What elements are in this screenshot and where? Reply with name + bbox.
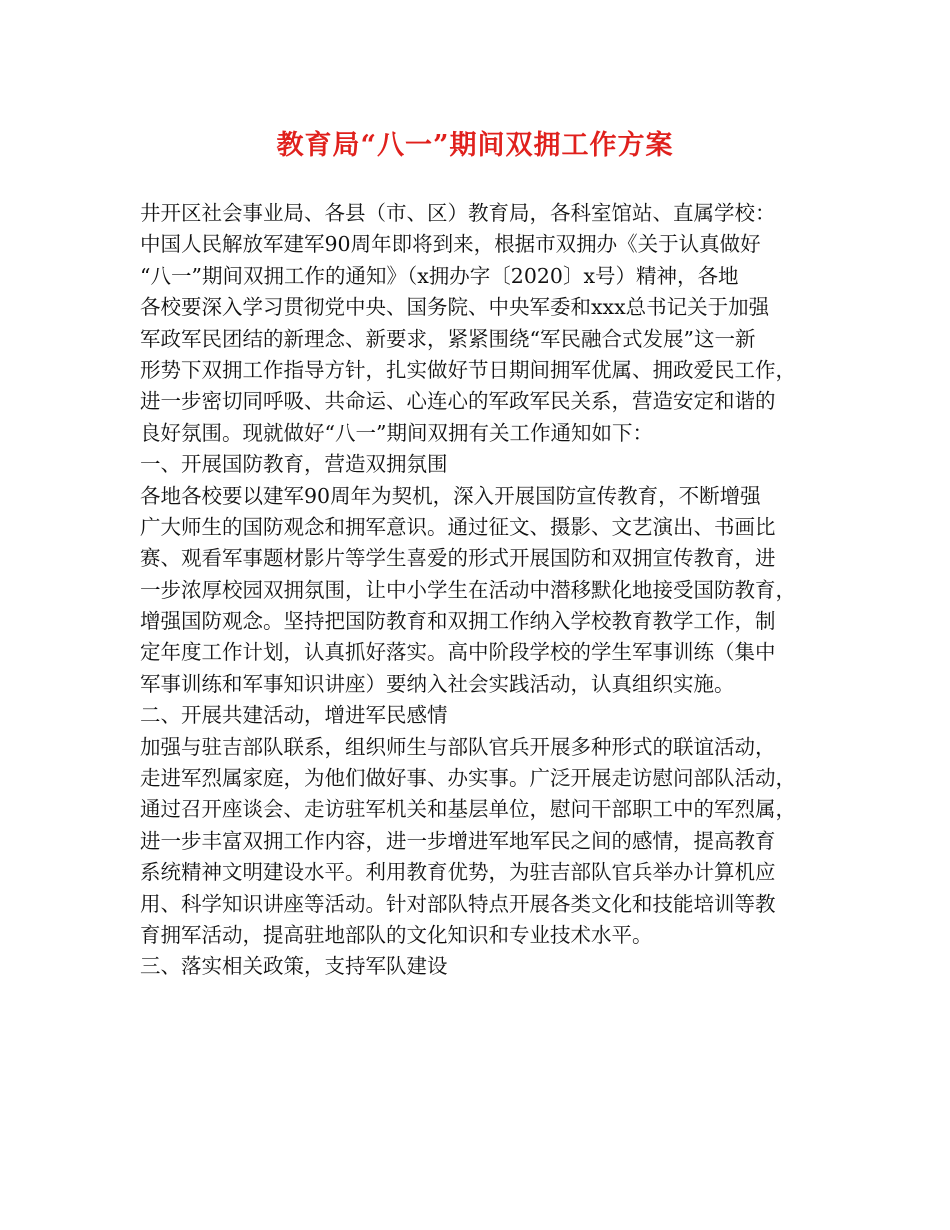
body-line: 进一步丰富双拥工作内容，进一步增进军地军民之间的感情，提高教育 <box>140 828 776 853</box>
body-line: 良好氛围。现就做好“八一”期间双拥有关工作通知如下： <box>140 420 653 445</box>
body-line: 军政军民团结的新理念、新要求，紧紧围绕“军民融合式发展”这一新 <box>140 326 756 351</box>
body-line: 三、落实相关政策，支持军队建设 <box>140 954 448 979</box>
body-line: 赛、观看军事题材影片等学生喜爱的形式开展国防和双拥宣传教育，进 <box>140 546 776 571</box>
body-line: 系统精神文明建设水平。利用教育优势，为驻吉部队官兵举办计算机应 <box>140 860 776 885</box>
body-line: 通过召开座谈会、走访驻军机关和基层单位，慰问干部职工中的军烈属， <box>140 797 796 822</box>
document-body <box>140 198 815 983</box>
body-line: 各校要深入学习贯彻党中央、国务院、中央军委和xxx总书记关于加强 <box>140 295 770 320</box>
body-line: “八一”期间双拥工作的通知》（x拥办字〔2020〕x号）精神，各地 <box>140 263 739 288</box>
body-line: 加强与驻吉部队联系，组织师生与部队官兵开展多种形式的联谊活动， <box>140 734 776 759</box>
body-line: 进一步密切同呼吸、共命运、心连心的军政军民关系，营造安定和谐的 <box>140 389 776 414</box>
body-line: 二、开展共建活动，增进军民感情 <box>140 703 448 728</box>
body-line: 用、科学知识讲座等活动。针对部队特点开展各类文化和技能培训等教 <box>140 891 776 916</box>
body-line: 中国人民解放军建军90周年即将到来，根据市双拥办《关于认真做好 <box>140 232 761 257</box>
body-line: 定年度工作计划，认真抓好落实。高中阶段学校的学生军事训练（集中 <box>140 640 776 665</box>
body-line: 军事训练和军事知识讲座）要纳入社会实践活动，认真组织实施。 <box>140 671 735 696</box>
body-line: 一、开展国防教育，营造双拥氛围 <box>140 452 448 477</box>
body-line: 井开区社会事业局、各县（市、区）教育局，各科室馆站、直属学校： <box>140 201 776 225</box>
body-line: 增强国防观念。坚持把国防教育和双拥工作纳入学校教育教学工作，制 <box>140 609 776 634</box>
body-line: 一步浓厚校园双拥氛围，让中小学生在活动中潜移默化地接受国防教育， <box>140 577 796 602</box>
document-title: 教育局“八一”期间双拥工作方案 <box>276 130 674 161</box>
body-line: 各地各校要以建军90周年为契机，深入开展国防宣传教育，不断增强 <box>140 483 761 508</box>
body-line: 形势下双拥工作指导方针，扎实做好节日期间拥军优属、拥政爱民工作， <box>140 357 796 382</box>
body-line: 走进军烈属家庭，为他们做好事、办实事。广泛开展走访慰问部队活动， <box>140 766 796 791</box>
body-line: 广大师生的国防观念和拥军意识。通过征文、摄影、文艺演出、书画比 <box>140 514 776 539</box>
body-line: 育拥军活动，提高驻地部队的文化知识和专业技术水平。 <box>140 922 653 947</box>
